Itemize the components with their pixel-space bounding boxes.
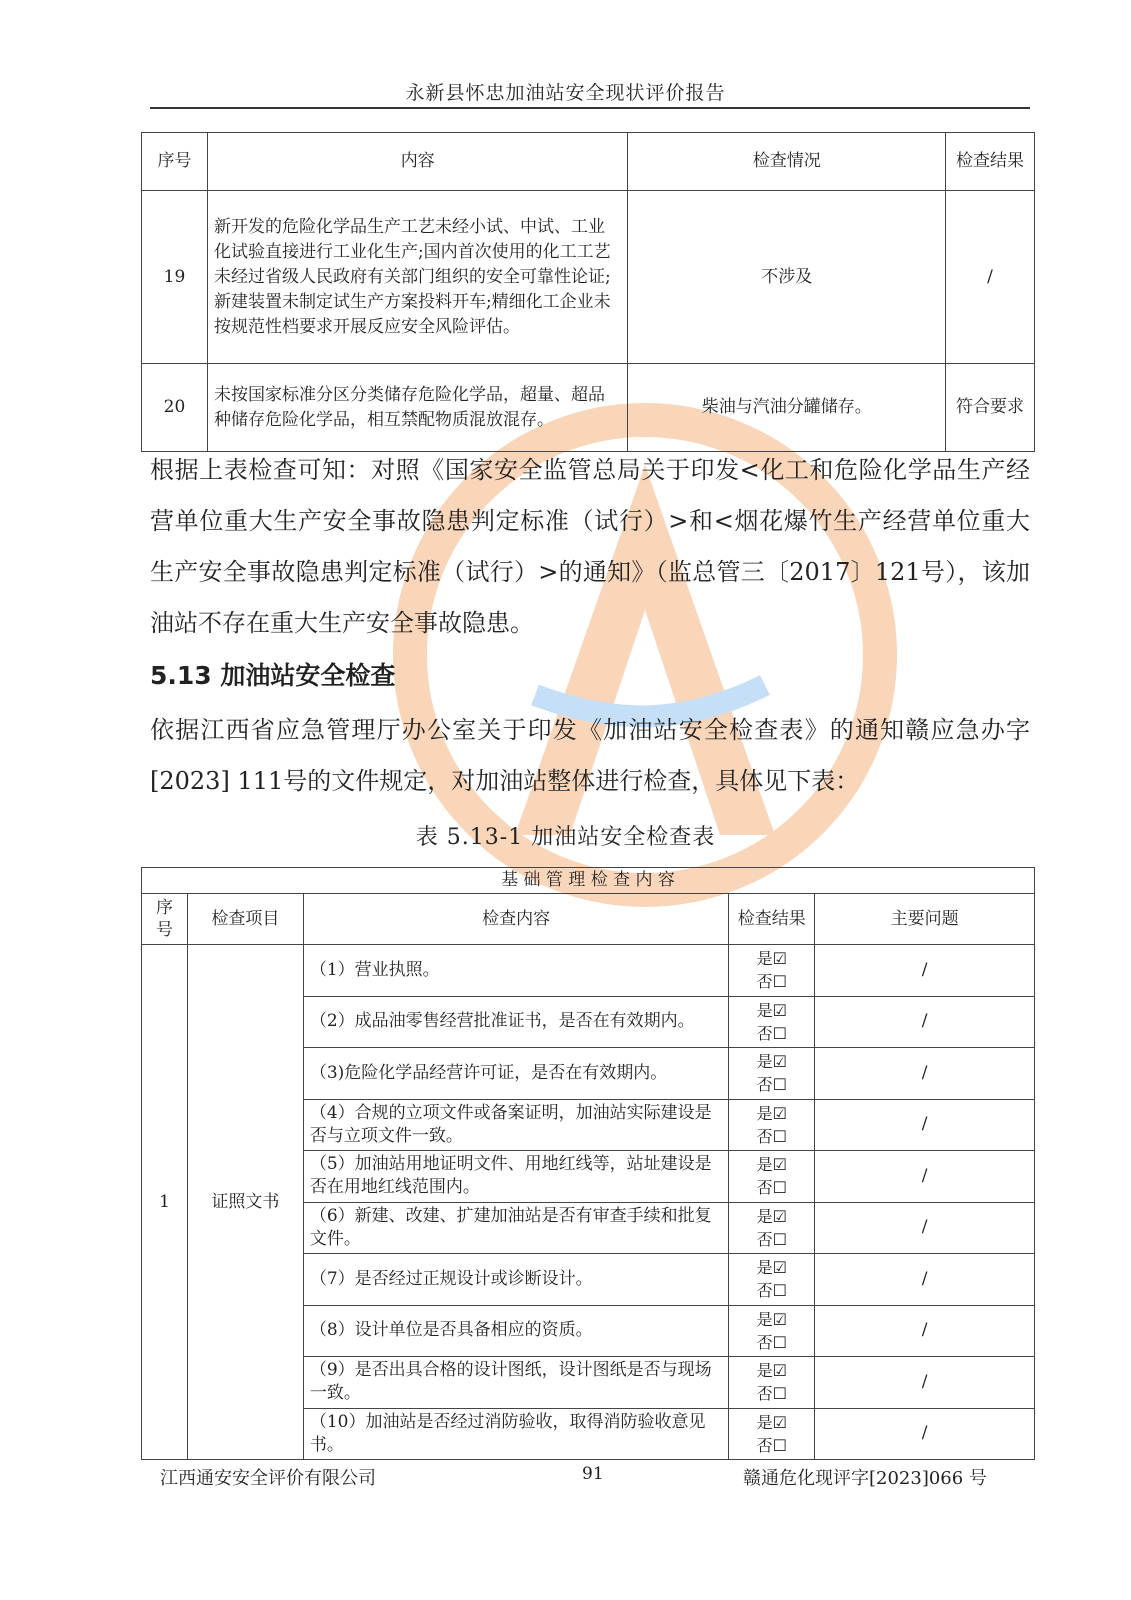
main-problem: / — [815, 1048, 1035, 1100]
table-row — [142, 191, 1035, 364]
yes-checkbox[interactable]: 是☑ — [756, 1361, 787, 1381]
check-content: （8）设计单位是否具备相应的资质。 — [303, 1305, 728, 1357]
page-header-title: 永新县怀忠加油站安全现状评价报告 — [405, 82, 726, 104]
table-row — [142, 945, 1035, 997]
section-heading: 5.13 加油站安全检查 — [150, 661, 396, 690]
hazard-check-table — [141, 132, 1035, 452]
basis-paragraph: 依据江西省应急管理厅办公室关于印发《加油站安全检查表》的通知赣应急办字[2023] 111号的文件规定，对加油站整体进行检查，具体见下表： — [150, 716, 1030, 795]
check-result — [729, 1151, 815, 1203]
header-content: 内容 — [207, 133, 627, 191]
yes-checkbox[interactable]: 是☑ — [756, 1155, 787, 1175]
no-checkbox[interactable]: 否☐ — [756, 972, 787, 992]
header-no: 序号 — [142, 894, 188, 945]
main-problem: / — [815, 1151, 1035, 1203]
check-content: （1）营业执照。 — [303, 945, 728, 997]
main-problem: / — [815, 996, 1035, 1048]
check-result — [729, 996, 815, 1048]
header-problem: 主要问题 — [815, 894, 1035, 945]
main-problem: / — [815, 1254, 1035, 1306]
yes-checkbox[interactable]: 是☑ — [756, 1000, 787, 1020]
check-content: （7）是否经过正规设计或诊断设计。 — [303, 1254, 728, 1306]
header-result: 检查结果 — [946, 133, 1035, 191]
header-content: 检查内容 — [303, 894, 728, 945]
table-caption: 表 5.13-1 加油站安全检查表 — [415, 825, 716, 850]
gas-station-safety-checklist — [141, 867, 1035, 1460]
no-checkbox[interactable]: 否☐ — [756, 1281, 787, 1301]
main-problem: / — [815, 1408, 1035, 1460]
conclusion-paragraph: 根据上表检查可知：对照《国家安全监管总局关于印发<化工和危险化学品生产经营单位重大生产安全事故隐患判定标准（试行）>和<烟花爆竹生产经营单位重大生产安全事故隐患判定标准（试行）>的通知》（监总管三〔2017〕121号），该加油站不存在重大生产安全事故隐患。 — [150, 456, 1030, 637]
row-result: / — [946, 191, 1035, 364]
main-problem: / — [815, 1099, 1035, 1151]
row-content: 新开发的危险化学品生产工艺未经小试、中试、工业化试验直接进行工业化生产;国内首次使用的化工工艺未经过省级人民政府有关部门组织的安全可靠性论证;新建装置未制定试生产方案投料开车;精细化工企业未按规范性档要求开展反应安全风险评估。 — [207, 191, 627, 364]
main-problem: / — [815, 1357, 1035, 1409]
check-result — [729, 1048, 815, 1100]
row-situation: 不涉及 — [628, 191, 946, 364]
check-result — [729, 1305, 815, 1357]
no-checkbox[interactable]: 否☐ — [756, 1435, 787, 1455]
main-problem: / — [815, 945, 1035, 997]
footer-page-number: 91 — [582, 1464, 604, 1484]
no-checkbox[interactable]: 否☐ — [756, 1178, 787, 1198]
yes-checkbox[interactable]: 是☑ — [756, 1309, 787, 1329]
group-no: 1 — [142, 945, 188, 1460]
table-header-row — [142, 133, 1035, 191]
row-no: 19 — [142, 191, 208, 364]
header-divider — [150, 107, 1030, 109]
no-checkbox[interactable]: 否☐ — [756, 1023, 787, 1043]
header-item: 检查项目 — [187, 894, 303, 945]
yes-checkbox[interactable]: 是☑ — [756, 949, 787, 969]
yes-checkbox[interactable]: 是☑ — [756, 1412, 787, 1432]
footer-doc-number: 赣通危化现评字[2023]066 号 — [743, 1468, 987, 1489]
main-problem: / — [815, 1202, 1035, 1254]
check-result — [729, 1408, 815, 1460]
check-result — [729, 1357, 815, 1409]
check-result — [729, 1254, 815, 1306]
check-content: （10）加油站是否经过消防验收，取得消防验收意见书。 — [303, 1408, 728, 1460]
row-content: 未按国家标准分区分类储存危险化学品，超量、超品种储存危险化学品，相互禁配物质混放混存。 — [207, 364, 627, 452]
yes-checkbox[interactable]: 是☑ — [756, 1052, 787, 1072]
footer-company: 江西通安安全评价有限公司 — [160, 1468, 376, 1489]
check-content: （9）是否出具合格的设计图纸，设计图纸是否与现场一致。 — [303, 1357, 728, 1409]
header-result: 检查结果 — [729, 894, 815, 945]
checklist-banner: 基 础 管 理 检 查 内 容 — [142, 868, 1035, 894]
group-item: 证照文书 — [187, 945, 303, 1460]
header-no: 序号 — [142, 133, 208, 191]
no-checkbox[interactable]: 否☐ — [756, 1384, 787, 1404]
no-checkbox[interactable]: 否☐ — [756, 1229, 787, 1249]
check-result — [729, 945, 815, 997]
check-result — [729, 1202, 815, 1254]
table-row — [142, 364, 1035, 452]
banner-row — [142, 868, 1035, 894]
yes-checkbox[interactable]: 是☑ — [756, 1103, 787, 1123]
check-content: （6）新建、改建、扩建加油站是否有审查手续和批复文件。 — [303, 1202, 728, 1254]
header-situation: 检查情况 — [628, 133, 946, 191]
check-content: （4）合规的立项文件或备案证明，加油站实际建设是否与立项文件一致。 — [303, 1099, 728, 1151]
row-no: 20 — [142, 364, 208, 452]
check-content: （5）加油站用地证明文件、用地红线等，站址建设是否在用地红线范围内。 — [303, 1151, 728, 1203]
row-situation: 柴油与汽油分罐储存。 — [628, 364, 946, 452]
no-checkbox[interactable]: 否☐ — [756, 1075, 787, 1095]
check-content: （3)危险化学品经营许可证，是否在有效期内。 — [303, 1048, 728, 1100]
no-checkbox[interactable]: 否☐ — [756, 1332, 787, 1352]
table-header-row — [142, 894, 1035, 945]
no-checkbox[interactable]: 否☐ — [756, 1126, 787, 1146]
yes-checkbox[interactable]: 是☑ — [756, 1206, 787, 1226]
main-problem: / — [815, 1305, 1035, 1357]
check-result — [729, 1099, 815, 1151]
row-result: 符合要求 — [946, 364, 1035, 452]
yes-checkbox[interactable]: 是☑ — [756, 1258, 787, 1278]
check-content: （2）成品油零售经营批准证书，是否在有效期内。 — [303, 996, 728, 1048]
